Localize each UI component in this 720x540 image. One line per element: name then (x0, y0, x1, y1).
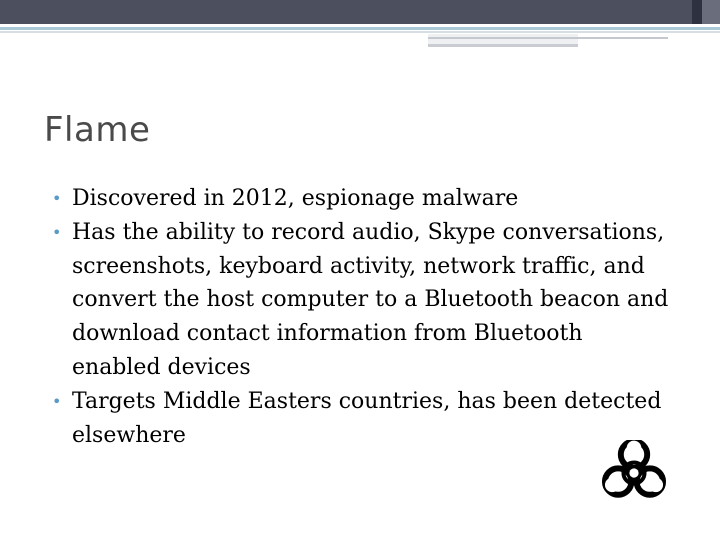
bullet-marker: • (52, 391, 62, 411)
biohazard-icon (598, 440, 670, 506)
bullet-list (52, 182, 672, 452)
bullet-marker: • (52, 222, 62, 242)
top-bar (0, 0, 720, 24)
bullet-text: Has the ability to record audio, Skype conversations, screenshots, keyboard activity, network traffic, and convert the host computer to a Bluetooth beacon and download contact information from Bluetooth enabled devices (72, 219, 669, 380)
bullet-item (52, 182, 672, 216)
slide-title: Flame (44, 110, 151, 150)
header-accent-thin (428, 37, 668, 39)
bullet-text: Discovered in 2012, espionage malware (72, 186, 519, 211)
bullet-item (52, 216, 672, 385)
top-bar-end-mid (702, 0, 720, 24)
header-accent-line (428, 44, 578, 47)
bullet-text: Targets Middle Easters countries, has been detected elsewhere (72, 388, 662, 448)
top-stripe-blue (0, 27, 720, 30)
top-stripe-gray (0, 31, 720, 33)
bullet-marker: • (52, 189, 62, 208)
top-bar-end-dark (692, 0, 702, 24)
bullet-item (52, 385, 672, 453)
